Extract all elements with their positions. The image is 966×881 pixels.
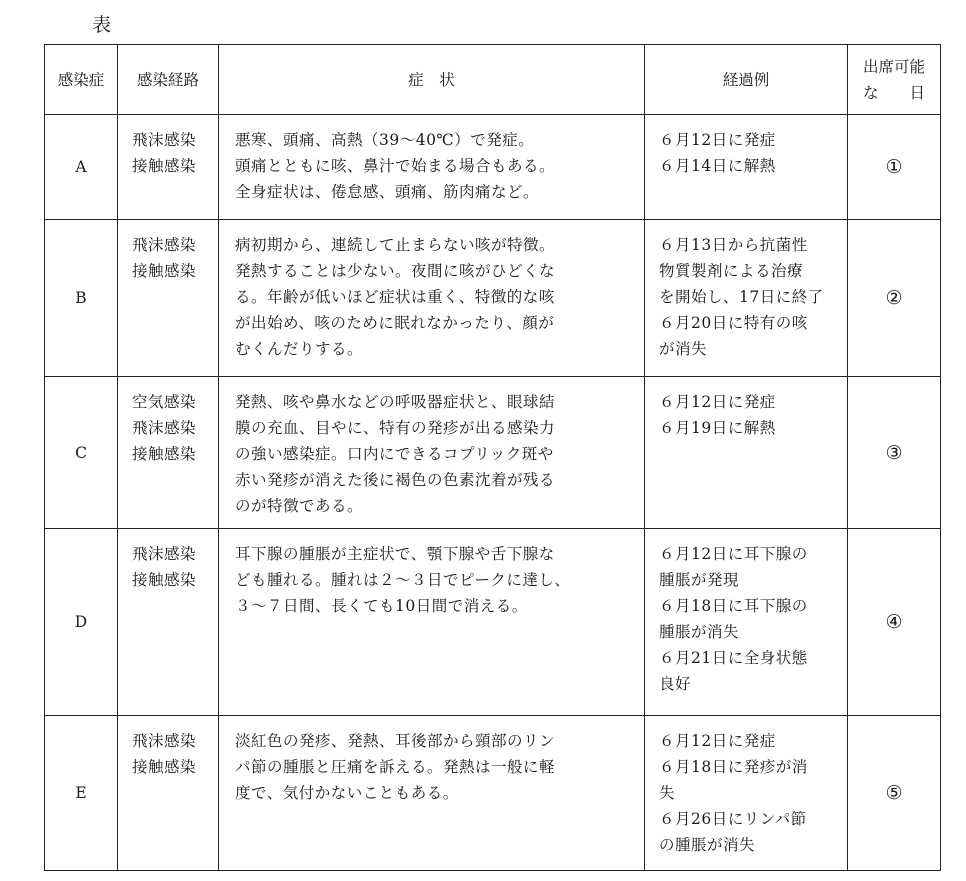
course-line: 良好 <box>659 675 692 693</box>
symptom-line: 膜の充血、目やに、特有の発疹が出る感染力 <box>235 419 556 437</box>
symptom-text <box>219 529 645 716</box>
course-example <box>645 377 848 529</box>
symptom-line: のが特徴である。 <box>235 497 364 515</box>
table-row-e <box>45 716 941 871</box>
table-row-d <box>45 529 941 716</box>
route-line: 接触感染 <box>132 262 197 280</box>
course-line: の腫脹が消失 <box>659 836 756 854</box>
symptom-line: ども腫れる。腫れは２～３日でピークに達し、 <box>235 571 571 589</box>
symptom-line: 病初期から、連続して止まらない咳が特徴。 <box>235 236 556 254</box>
course-line: ６月14日に解熱 <box>659 157 776 175</box>
symptom-line: が出始め、咳のために眠れなかったり、顔が <box>235 314 555 332</box>
route-line: 接触感染 <box>132 445 197 463</box>
route-line: 接触感染 <box>132 758 197 776</box>
disease-name: B <box>45 220 118 377</box>
course-line: が消失 <box>659 340 708 358</box>
course-line: ６月13日から抗菌性 <box>659 236 808 254</box>
symptom-line: の強い感染症。口内にできるコプリック斑や <box>235 445 554 463</box>
course-line: ６月21日に全身状態 <box>659 649 808 667</box>
symptom-line: 発熱することは少ない。夜間に咳がひどくな <box>235 262 556 280</box>
course-line: ６月26日にリンパ節 <box>659 810 807 828</box>
route-line: 空気感染 <box>132 393 197 411</box>
course-line: ６月12日に耳下腺の <box>659 545 808 563</box>
symptom-line: ３～７日間、長くても10日間で消える。 <box>235 597 528 615</box>
symptom-line: むくんだりする。 <box>235 340 364 358</box>
header-attendance-day-line1: 出席可能 <box>862 57 925 76</box>
symptom-text <box>219 377 645 529</box>
infectious-disease-table <box>44 44 941 871</box>
header-disease: 感染症 <box>45 45 118 115</box>
symptom-line: 耳下腺の腫脹が主症状で、顎下腺や舌下腺な <box>235 545 555 563</box>
attendance-day-marker: ① <box>848 115 941 220</box>
header-symptom: 症 状 <box>219 45 645 115</box>
disease-name: C <box>45 377 118 529</box>
infection-route <box>118 377 219 529</box>
header-attendance-day-line2: な 日 <box>862 83 925 102</box>
symptom-text <box>219 716 645 871</box>
table-row-b <box>45 220 941 377</box>
symptom-line: 度で、気付かないこともある。 <box>235 784 459 802</box>
course-line: ６月12日に発症 <box>659 732 776 750</box>
course-example <box>645 529 848 716</box>
symptom-line: る。年齢が低いほど症状は重く、特徴的な咳 <box>235 288 555 306</box>
symptom-text <box>219 220 645 377</box>
symptom-line: 頭痛とともに咳、鼻汁で始まる場合もある。 <box>235 157 556 175</box>
disease-name: A <box>45 115 118 220</box>
attendance-day-marker: ⑤ <box>848 716 941 871</box>
course-line: 失 <box>659 784 676 802</box>
disease-name: D <box>45 529 118 716</box>
symptom-line: 発熱、咳や鼻水などの呼吸器症状と、眼球結 <box>235 393 556 411</box>
attendance-day-marker: ③ <box>848 377 941 529</box>
route-line: 飛沫感染 <box>132 545 197 563</box>
symptom-text <box>219 115 645 220</box>
table-caption: 表 <box>92 14 113 36</box>
course-example <box>645 115 848 220</box>
course-line: 腫脹が発現 <box>659 571 740 589</box>
symptom-line: 全身症状は、倦怠感、頭痛、筋肉痛など。 <box>235 183 540 201</box>
attendance-day-marker: ② <box>848 220 941 377</box>
table-row-a <box>45 115 941 220</box>
course-line: を開始し、17日に終了 <box>659 288 824 306</box>
route-line: 接触感染 <box>132 571 197 589</box>
infection-route <box>118 115 219 220</box>
infection-route <box>118 716 219 871</box>
symptom-line: 悪寒、頭痛、高熱（39～40℃）で発症。 <box>235 131 535 149</box>
route-line: 飛沫感染 <box>132 236 197 254</box>
symptom-line: 淡紅色の発疹、発熱、耳後部から頸部のリン <box>235 732 556 750</box>
course-line: 腫脹が消失 <box>659 623 740 641</box>
course-line: ６月12日に発症 <box>659 393 776 411</box>
route-line: 飛沫感染 <box>132 131 197 149</box>
course-line: ６月19日に解熱 <box>659 419 776 437</box>
infection-route <box>118 529 219 716</box>
route-line: 飛沫感染 <box>132 732 197 750</box>
course-line: ６月12日に発症 <box>659 131 776 149</box>
route-line: 接触感染 <box>132 157 197 175</box>
attendance-day-marker: ④ <box>848 529 941 716</box>
route-line: 飛沫感染 <box>132 419 197 437</box>
course-line: ６月18日に耳下腺の <box>659 597 808 615</box>
course-example <box>645 220 848 377</box>
infection-route <box>118 220 219 377</box>
table-row-c <box>45 377 941 529</box>
course-example <box>645 716 848 871</box>
course-line: 物質製剤による治療 <box>659 262 804 280</box>
course-line: ６月18日に発疹が消 <box>659 758 808 776</box>
course-line: ６月20日に特有の咳 <box>659 314 808 332</box>
symptom-line: 赤い発疹が消えた後に褐色の色素沈着が残る <box>235 471 556 489</box>
header-attendance-day <box>848 45 941 115</box>
header-route: 感染経路 <box>118 45 219 115</box>
symptom-line: パ節の腫脹と圧痛を訴える。発熱は一般に軽 <box>235 758 556 776</box>
header-course: 経過例 <box>645 45 848 115</box>
header-row <box>45 45 941 115</box>
disease-name: E <box>45 716 118 871</box>
